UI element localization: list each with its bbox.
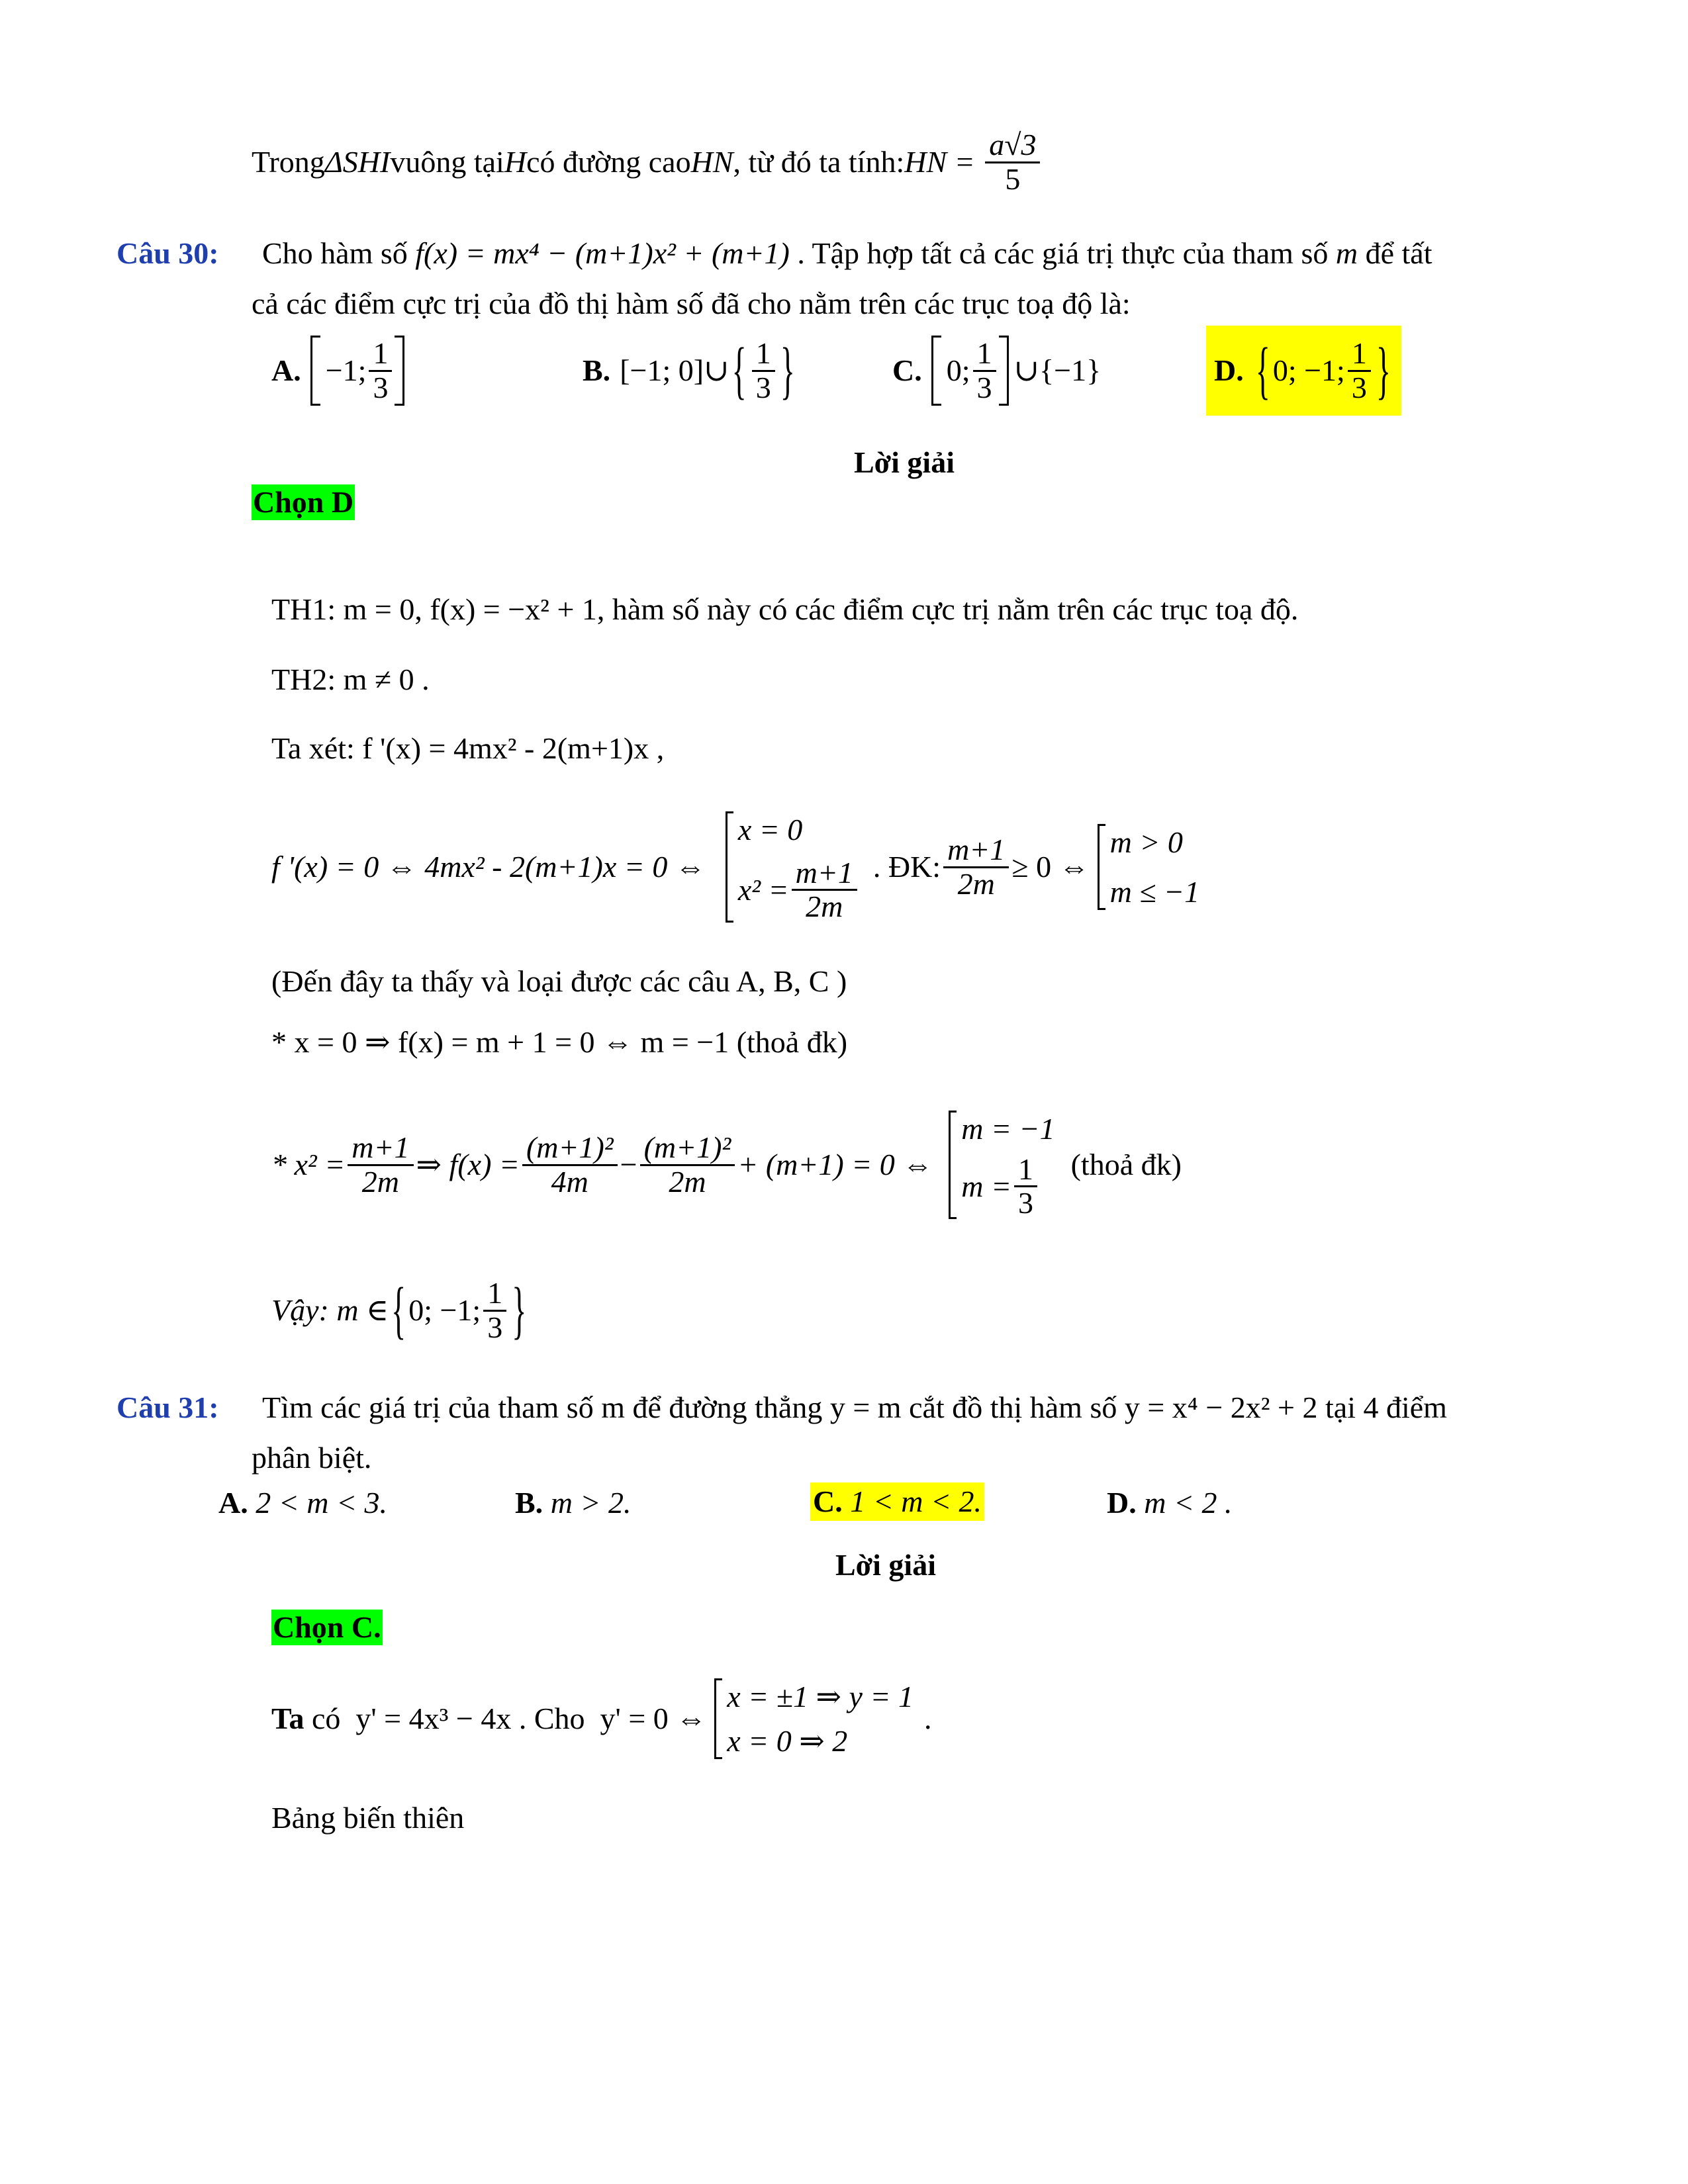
q31-cases bbox=[714, 1678, 914, 1759]
q30-conclusion-lbrace: { bbox=[391, 1274, 406, 1345]
q30-conclusion-rbrace: } bbox=[512, 1274, 527, 1345]
q30-star2-frac2 bbox=[640, 1132, 735, 1198]
q30-star2-cases bbox=[949, 1111, 1055, 1220]
intro-line bbox=[252, 126, 1043, 199]
q30-line1-end: để tất bbox=[1365, 236, 1432, 270]
q30-star2-f1den: 4m bbox=[551, 1164, 588, 1199]
q30-option-a-label: A. bbox=[271, 353, 301, 387]
q30-option-a-lbracket bbox=[310, 336, 320, 406]
intro-den: 5 bbox=[1005, 161, 1021, 196]
q30-dk-tail: ≥ 0 ⇔ bbox=[1011, 850, 1090, 884]
q30-star2-pre: * x² = bbox=[271, 1148, 346, 1181]
q30-option-c-text: 0; bbox=[946, 353, 970, 387]
q30-conclusion bbox=[271, 1271, 529, 1350]
q30-star2-c2-den: 3 bbox=[1018, 1186, 1034, 1220]
q30-option-d[interactable] bbox=[1206, 326, 1401, 416]
q30-option-a-text: −1; bbox=[325, 353, 367, 387]
q31-option-a-text: 2 < m < 3. bbox=[256, 1486, 388, 1520]
q30-star2-c2-frac bbox=[1014, 1154, 1037, 1220]
q30-dk-cases bbox=[1098, 824, 1200, 910]
q30-derivative-line bbox=[271, 801, 1199, 933]
q30-option-c-lbracket bbox=[931, 336, 941, 406]
q31-case2: x = 0 ⇒ 2 bbox=[727, 1724, 848, 1758]
q31-taco-bold: Ta bbox=[271, 1702, 305, 1735]
q31-case1: x = ±1 ⇒ y = 1 bbox=[727, 1679, 914, 1713]
q30-star2-frac1 bbox=[522, 1132, 618, 1198]
q31-bbt: Bảng biến thiên bbox=[271, 1801, 465, 1835]
q31-option-b-text: m > 2. bbox=[550, 1486, 632, 1520]
q30-option-d-lbrace: { bbox=[1255, 334, 1270, 406]
q30-option-c-tail: ∪{−1} bbox=[1013, 353, 1102, 387]
q30-option-d-num: 1 bbox=[1348, 338, 1371, 371]
q31-option-b[interactable] bbox=[515, 1488, 631, 1518]
q30-param-m: m bbox=[1335, 236, 1358, 270]
q30-star2-f2num: (m+1)² bbox=[640, 1132, 735, 1165]
q30-star2-minus: − bbox=[620, 1148, 637, 1181]
q30-star2-line bbox=[271, 1099, 1182, 1231]
intro-fraction bbox=[985, 129, 1040, 195]
q30-option-c-num: 1 bbox=[973, 338, 996, 371]
q30-solution-title: Lời giải bbox=[854, 445, 955, 479]
q30-note: (Đến đây ta thấy và loại được các câu A, B, C ) bbox=[271, 964, 847, 998]
intro-hn: HN bbox=[690, 145, 733, 179]
q31-line2: phân biệt. bbox=[252, 1441, 372, 1475]
q30-star2-tail: + (m+1) = 0 ⇔ bbox=[737, 1148, 933, 1181]
q30-th2: TH2: m ≠ 0 . bbox=[271, 662, 430, 696]
q30-conclusion-den: 3 bbox=[487, 1310, 503, 1344]
q30-conclusion-set: 0; −1; bbox=[408, 1293, 481, 1327]
q31-option-c-text: 1 < m < 2. bbox=[850, 1484, 982, 1518]
q31-option-d[interactable] bbox=[1107, 1488, 1233, 1518]
q30-deriv-cases bbox=[726, 811, 860, 923]
q30-case1: x = 0 bbox=[737, 812, 803, 846]
q30-option-b-rbrace: } bbox=[780, 334, 795, 406]
q30-dk-num: m+1 bbox=[943, 834, 1009, 868]
q30-star2-c2-lhs: m = bbox=[961, 1169, 1012, 1203]
q30-dk-c1: m > 0 bbox=[1109, 825, 1183, 859]
q30-option-c-label: C. bbox=[892, 353, 922, 387]
q31-label: Câu 31: bbox=[117, 1390, 219, 1424]
q31-option-a-label: A. bbox=[218, 1486, 248, 1520]
q31-dot: . bbox=[923, 1702, 932, 1735]
q31-option-d-label: D. bbox=[1107, 1486, 1137, 1520]
q30-case2-frac bbox=[792, 857, 857, 923]
q30-star2-den: 2m bbox=[361, 1164, 399, 1199]
q30-option-d-label: D. bbox=[1214, 353, 1244, 387]
q30-case2-lhs: x² = bbox=[737, 873, 789, 907]
q30-star1: * x = 0 ⇒ f(x) = m + 1 = 0 ⇔ m = −1 (thoả đk) bbox=[271, 1025, 848, 1059]
q30-star2-num: m+1 bbox=[348, 1132, 413, 1165]
q31-option-c[interactable] bbox=[810, 1482, 984, 1521]
q31-derivative-line bbox=[271, 1669, 931, 1768]
q31-line1: Tìm các giá trị của tham số m để đường thẳng y = m cắt đồ thị hàm số y = x⁴ − 2x² + 2 tại 4 điểm bbox=[262, 1390, 1447, 1424]
q30-star2-frac bbox=[348, 1132, 413, 1198]
q30-option-b-num: 1 bbox=[752, 338, 775, 371]
q30-conclusion-pre: Vậy: m ∈ bbox=[271, 1293, 389, 1327]
q30-option-c-rbracket bbox=[999, 336, 1009, 406]
q30-option-a[interactable] bbox=[271, 331, 404, 410]
q30-star2-f1num: (m+1)² bbox=[522, 1132, 618, 1165]
intro-mid1: vuông tại bbox=[390, 145, 504, 179]
q30-option-d-text: 0; −1; bbox=[1272, 353, 1345, 387]
q30-option-c[interactable] bbox=[892, 331, 1101, 410]
q30-option-b-lbrace: { bbox=[731, 334, 747, 406]
q30-line2: cả các điểm cực trị của đồ thị hàm số đã cho nằm trên các trục toạ độ là: bbox=[252, 287, 1131, 320]
q30-option-c-den: 3 bbox=[976, 370, 992, 404]
intro-point-h: H bbox=[504, 145, 527, 179]
q30-case2-num: m+1 bbox=[792, 857, 857, 891]
q30-answer: Chọn D bbox=[253, 485, 354, 519]
q30-th1: TH1: m = 0, f(x) = −x² + 1, hàm số này có các điểm cực trị nằm trên các trục toạ độ. bbox=[271, 592, 1299, 626]
q30-option-d-den: 3 bbox=[1351, 370, 1367, 404]
intro-mid2: có đường cao bbox=[526, 145, 691, 179]
q30-line1-pre: Cho hàm số bbox=[262, 236, 416, 270]
q30-line1-post: . Tập hợp tất cả các giá trị thực của tham số bbox=[797, 236, 1336, 270]
q30-option-b-frac bbox=[752, 338, 775, 404]
q30-star2-note: (thoả đk) bbox=[1070, 1148, 1182, 1181]
q30-case2-den: 2m bbox=[806, 889, 843, 924]
q30-option-a-frac bbox=[369, 338, 392, 404]
q30-option-a-den: 3 bbox=[373, 370, 389, 404]
q30-conclusion-frac bbox=[483, 1277, 506, 1343]
q30-option-c-frac bbox=[973, 338, 996, 404]
q30-option-a-rbracket bbox=[395, 336, 404, 406]
q30-option-b-text: [−1; 0]∪ bbox=[620, 353, 729, 387]
q30-line1 bbox=[262, 238, 1432, 269]
intro-mid3: , từ đó ta tính: bbox=[733, 145, 905, 179]
q30-star2-c2-num: 1 bbox=[1014, 1154, 1037, 1187]
q30-deriv-eq: f '(x) = 0 ⇔ 4mx² - 2(m+1)x = 0 ⇔ bbox=[271, 850, 706, 884]
q30-dk-label: . ĐK: bbox=[872, 850, 941, 884]
q30-dk-den: 2m bbox=[957, 866, 995, 901]
q30-case2 bbox=[738, 857, 860, 923]
q31-option-d-text: m < 2 . bbox=[1144, 1486, 1233, 1520]
q30-option-b[interactable] bbox=[583, 331, 798, 410]
q31-solution-title: Lời giải bbox=[835, 1548, 936, 1582]
q30-star2-f2den: 2m bbox=[669, 1164, 706, 1199]
q31-option-a[interactable] bbox=[218, 1488, 387, 1518]
q31-answer: Chọn C. bbox=[273, 1610, 381, 1644]
q30-taxet: Ta xét: f '(x) = 4mx² - 2(m+1)x , bbox=[271, 731, 665, 765]
q30-option-a-num: 1 bbox=[369, 338, 392, 371]
q31-option-c-label: C. bbox=[813, 1484, 843, 1518]
q30-option-b-label: B. bbox=[583, 353, 611, 387]
q30-star2-mid: ⇒ f(x) = bbox=[416, 1148, 520, 1181]
intro-lhs: HN = bbox=[904, 145, 983, 179]
q30-option-d-rbrace: } bbox=[1376, 334, 1391, 406]
q30-dk-frac bbox=[943, 834, 1009, 900]
q30-option-b-den: 3 bbox=[755, 370, 771, 404]
q30-conclusion-num: 1 bbox=[483, 1277, 506, 1311]
intro-triangle: ΔSHI bbox=[324, 145, 391, 179]
intro-num: a√3 bbox=[985, 129, 1040, 163]
q30-option-d-frac bbox=[1348, 338, 1371, 404]
q30-star2-c2 bbox=[961, 1154, 1055, 1220]
q30-label: Câu 30: bbox=[117, 236, 219, 270]
intro-text-before: Trong bbox=[252, 145, 325, 179]
q31-option-b-label: B. bbox=[515, 1486, 543, 1520]
q30-star2-c1: m = −1 bbox=[961, 1111, 1055, 1146]
q30-dk-c2: m ≤ −1 bbox=[1109, 875, 1200, 909]
q31-taco-rest: có y' = 4x³ − 4x . Cho y' = 0 ⇔ bbox=[304, 1702, 707, 1735]
q30-function: f(x) = mx⁴ − (m+1)x² + (m+1) bbox=[415, 236, 790, 270]
